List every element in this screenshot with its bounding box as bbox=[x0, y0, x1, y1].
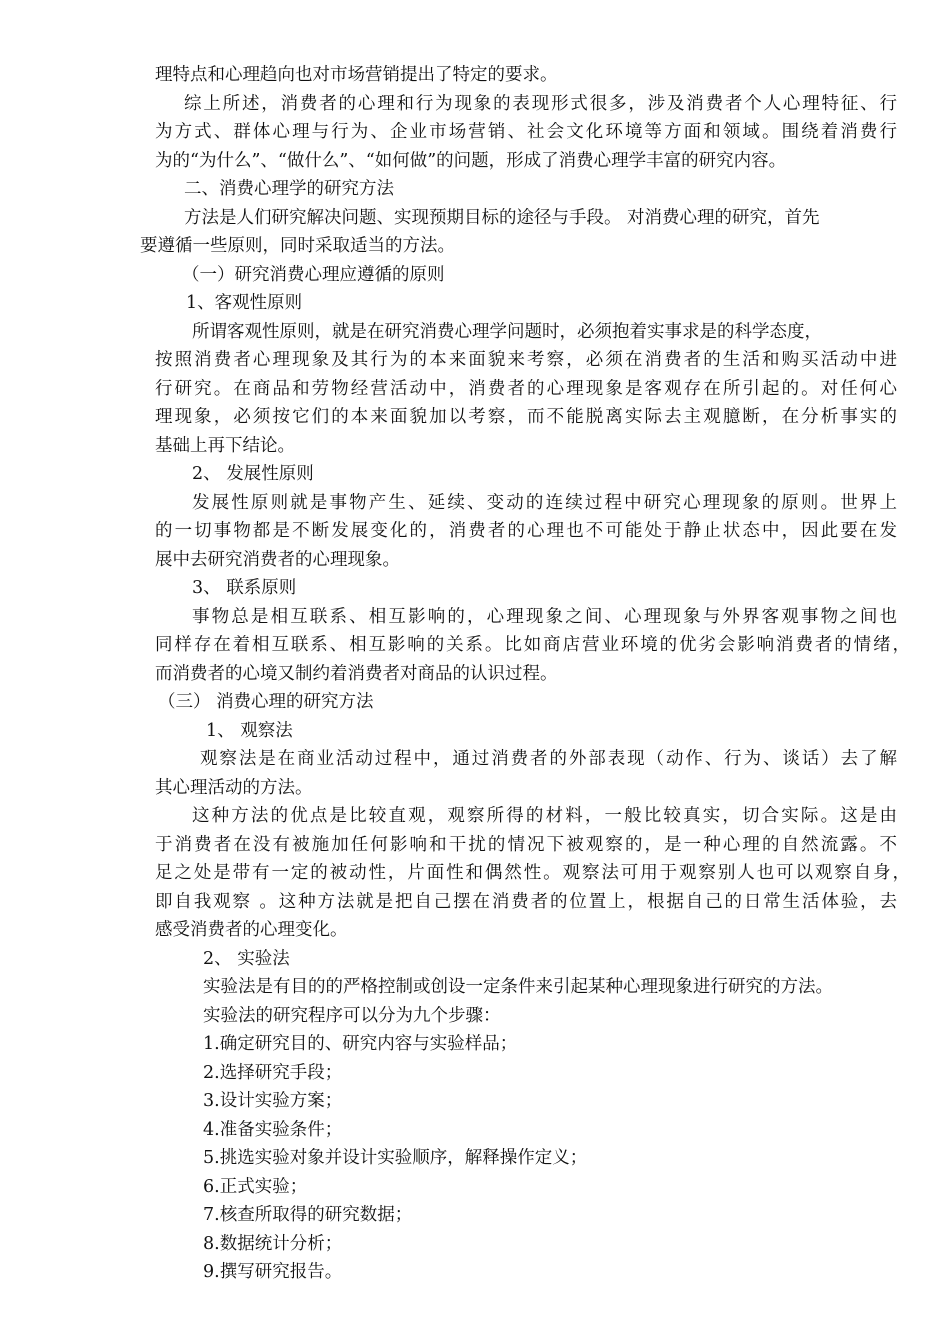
section-heading: 二、消费心理学的研究方法 bbox=[184, 179, 394, 199]
list-item: 1.确定研究目的、研究内容与实验样品； bbox=[203, 1034, 518, 1054]
list-item: 4.准备实验条件； bbox=[203, 1120, 343, 1140]
list-item: 2.选择研究手段； bbox=[203, 1063, 343, 1083]
subsection-heading: （三） 消费心理的研究方法 bbox=[158, 692, 374, 712]
list-item: 5.挑选实验对象并设计实验顺序，解释操作定义； bbox=[203, 1148, 588, 1168]
subsection-heading: 2、 发展性原则 bbox=[192, 464, 314, 484]
text-line: 实验法是有目的的严格控制或创设一定条件来引起某种心理现象进行研究的方法。 bbox=[203, 977, 833, 997]
text-line: 感受消费者的心理变化。 bbox=[155, 920, 348, 940]
subsection-heading: 1、 观察法 bbox=[206, 721, 293, 741]
list-item: 7.核查所取得的研究数据； bbox=[203, 1205, 413, 1225]
text-line: 基础上再下结论。 bbox=[155, 436, 295, 456]
subsection-heading: 3、 联系原则 bbox=[192, 578, 297, 598]
text-line: 所谓客观性原则，就是在研究消费心理学问题时，必须抱着实事求是的科学态度， bbox=[192, 322, 822, 342]
list-item: 6.正式实验； bbox=[203, 1177, 308, 1197]
text-line: 而消费者的心境又制约着消费者对商品的认识过程。 bbox=[155, 664, 558, 684]
text-line: 为的“为什么”、“做什么”、“如何做”的问题，形成了消费心理学丰富的研究内容。 bbox=[155, 151, 787, 171]
text-line: 的一切事物都是不断发展变化的，消费者的心理也不可能处于静止状态中，因此要在发 bbox=[155, 521, 897, 541]
text-line: 理现象，必须按它们的本来面貌加以考察，而不能脱离实际去主观臆断，在分析事实的 bbox=[155, 407, 897, 427]
text-line: 同样存在着相互联系、相互影响的关系。比如商店营业环境的优劣会影响消费者的情绪， bbox=[155, 635, 910, 655]
text-line: 方法是人们研究解决问题、实现预期目标的途径与手段。 对消费心理的研究，首先 bbox=[184, 208, 820, 228]
text-line: 这种方法的优点是比较直观，观察所得的材料，一般比较真实，切合实际。这是由 bbox=[192, 806, 897, 826]
text-line: 按照消费者心理现象及其行为的本来面貌来考察，必须在消费者的生活和购买活动中进 bbox=[155, 350, 897, 370]
subsection-heading: 2、 实验法 bbox=[203, 949, 290, 969]
text-line: 即自我观察 。这种方法就是把自己摆在消费者的位置上，根据自己的日常生活体验，去 bbox=[155, 892, 897, 912]
text-line: 综上所述，消费者的心理和行为现象的表现形式很多，涉及消费者个人心理特征、行 bbox=[184, 94, 897, 114]
list-item: 9.撰写研究报告。 bbox=[203, 1262, 343, 1282]
subsection-heading: 1、客观性原则 bbox=[186, 293, 303, 313]
text-line: 足之处是带有一定的被动性，片面性和偶然性。观察法可用于观察别人也可以观察自身， bbox=[155, 863, 910, 883]
text-line: 观察法是在商业活动过程中，通过消费者的外部表现（动作、行为、谈话）去了解 bbox=[200, 749, 897, 769]
text-line: 事物总是相互联系、相互影响的，心理现象之间、心理现象与外界客观事物之间也 bbox=[192, 607, 897, 627]
text-line: 为方式、群体心理与行为、企业市场营销、社会文化环境等方面和领域。围绕着消费行 bbox=[155, 122, 897, 142]
text-line: 其心理活动的方法。 bbox=[155, 778, 313, 798]
text-line: 展中去研究消费者的心理现象。 bbox=[155, 550, 400, 570]
text-line: 要遵循一些原则，同时采取适当的方法。 bbox=[140, 236, 455, 256]
text-line: 于消费者在没有被施加任何影响和干扰的情况下被观察的，是一种心理的自然流露。不 bbox=[155, 835, 897, 855]
text-line: 发展性原则就是事物产生、延续、变动的连续过程中研究心理现象的原则。世界上 bbox=[192, 493, 897, 513]
text-line: 行研究。在商品和劳物经营活动中，消费者的心理现象是客观存在所引起的。对任何心 bbox=[155, 379, 897, 399]
list-item: 3.设计实验方案； bbox=[203, 1091, 343, 1111]
subsection-heading: （一）研究消费心理应遵循的原则 bbox=[182, 265, 445, 285]
text-line: 理特点和心理趋向也对市场营销提出了特定的要求。 bbox=[155, 65, 558, 85]
text-line: 实验法的研究程序可以分为九个步骤： bbox=[203, 1006, 501, 1026]
list-item: 8.数据统计分析； bbox=[203, 1234, 343, 1254]
